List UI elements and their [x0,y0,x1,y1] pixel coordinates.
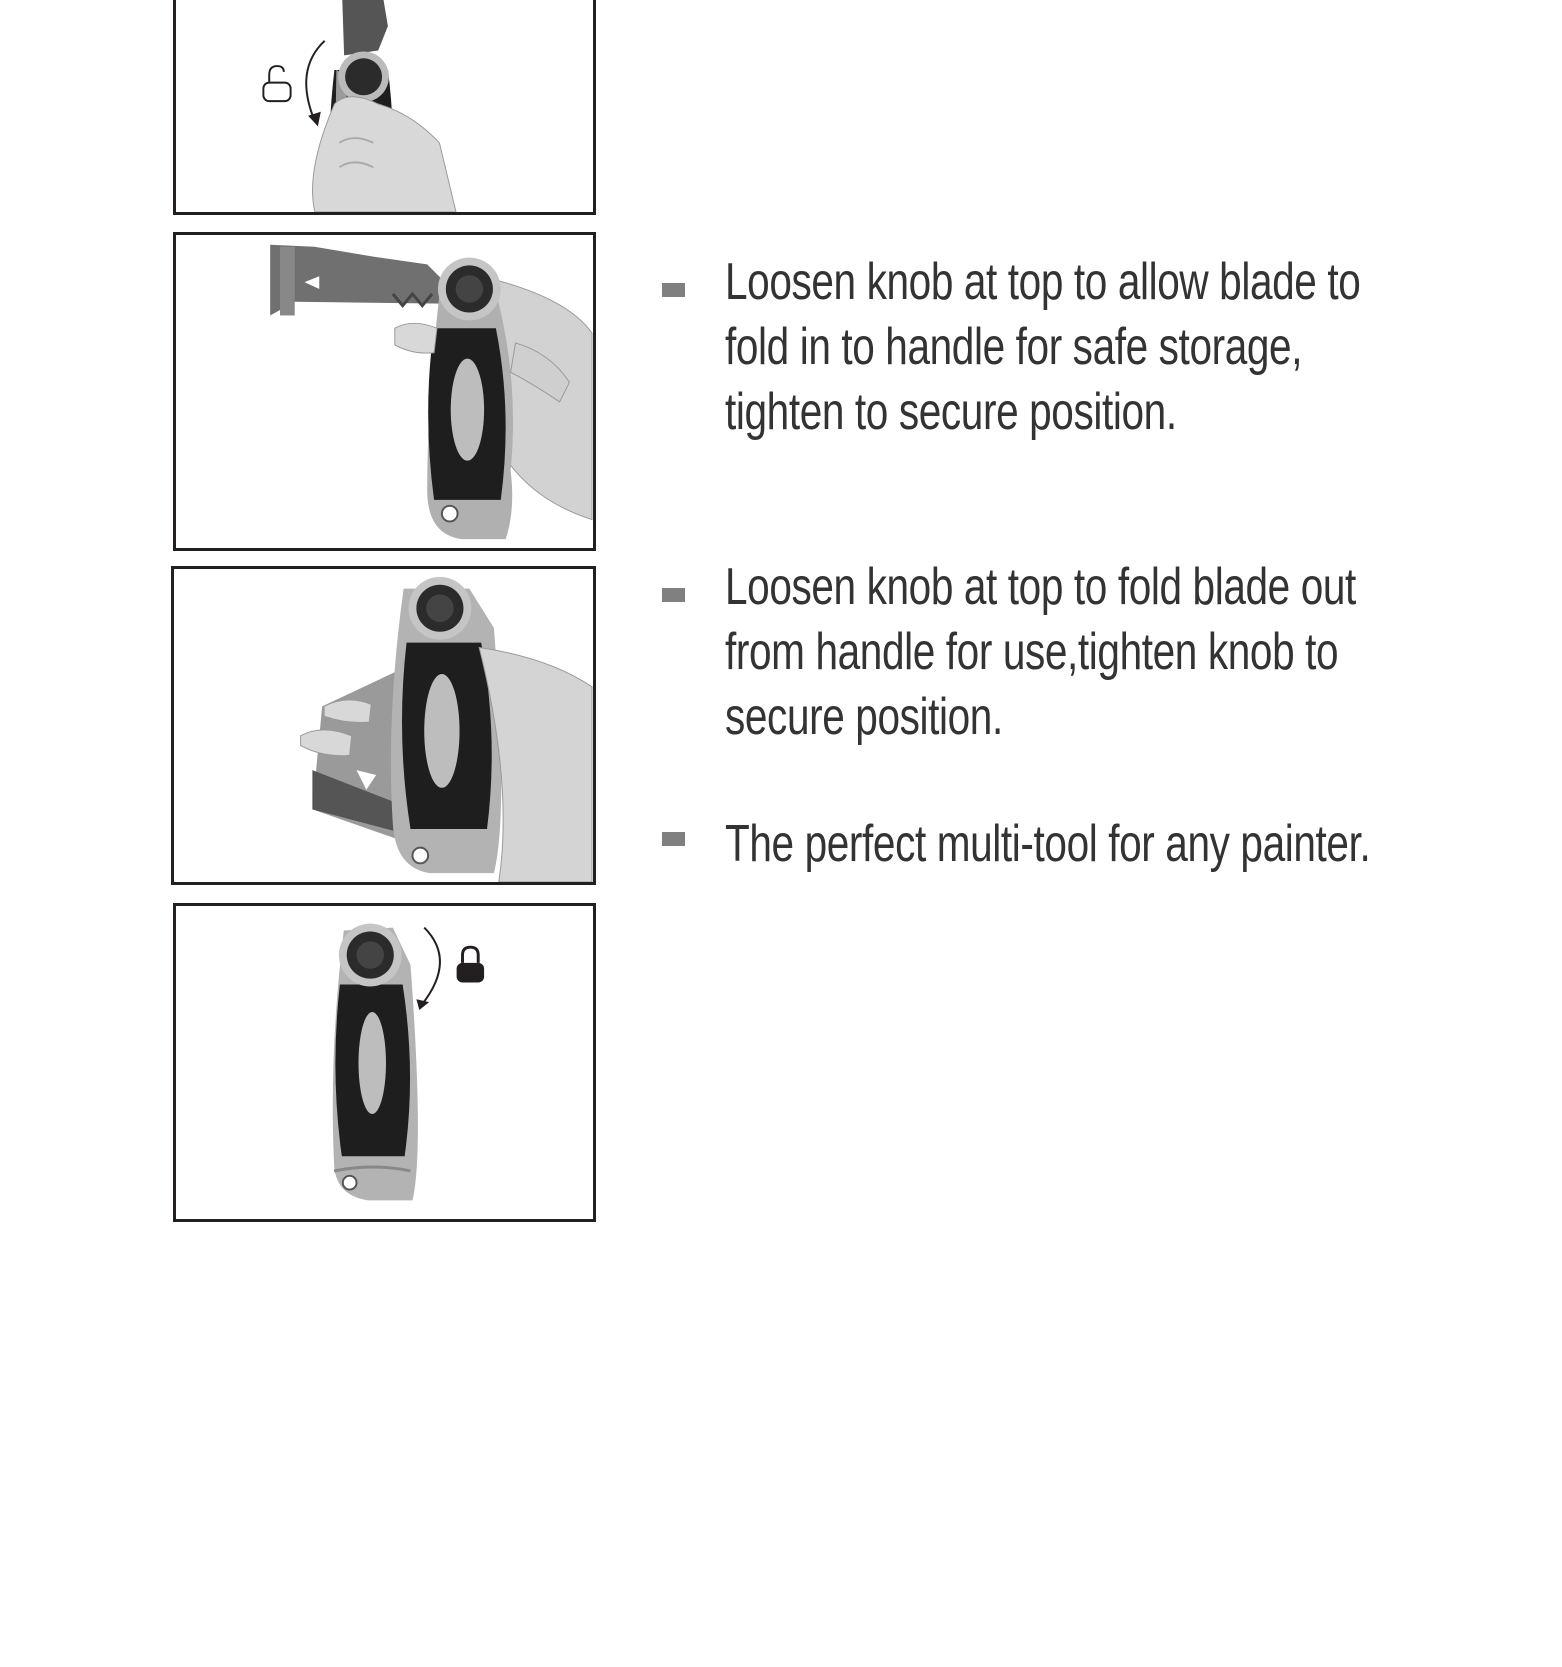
hand-unfolding-blade-photo [174,569,593,882]
list-item-text: The perfect multi-tool for any painter. [725,815,1371,873]
unlock-icon [263,66,290,101]
illustration-panel-fold-out [171,566,596,885]
illustration-panel-fold-in [173,232,596,551]
hand-folding-blade-photo [176,235,593,548]
illustration-panel-unlock [173,0,596,215]
bullet-square-icon [662,283,685,297]
bullet-square-icon [662,832,685,846]
bullet-square-icon [662,588,685,602]
closed-tool-locked-photo [176,906,593,1219]
list-item-text: Loosen knob at top to allow blade to fold in to handle for safe storage, tighten to secure position. [725,253,1361,441]
list-item-text: Loosen knob at top to fold blade out from handle for use,tighten knob to secure position. [725,558,1356,746]
lock-icon [457,947,484,982]
illustration-panel-lock [173,903,596,1222]
hand-loosening-knob-photo [176,0,593,212]
